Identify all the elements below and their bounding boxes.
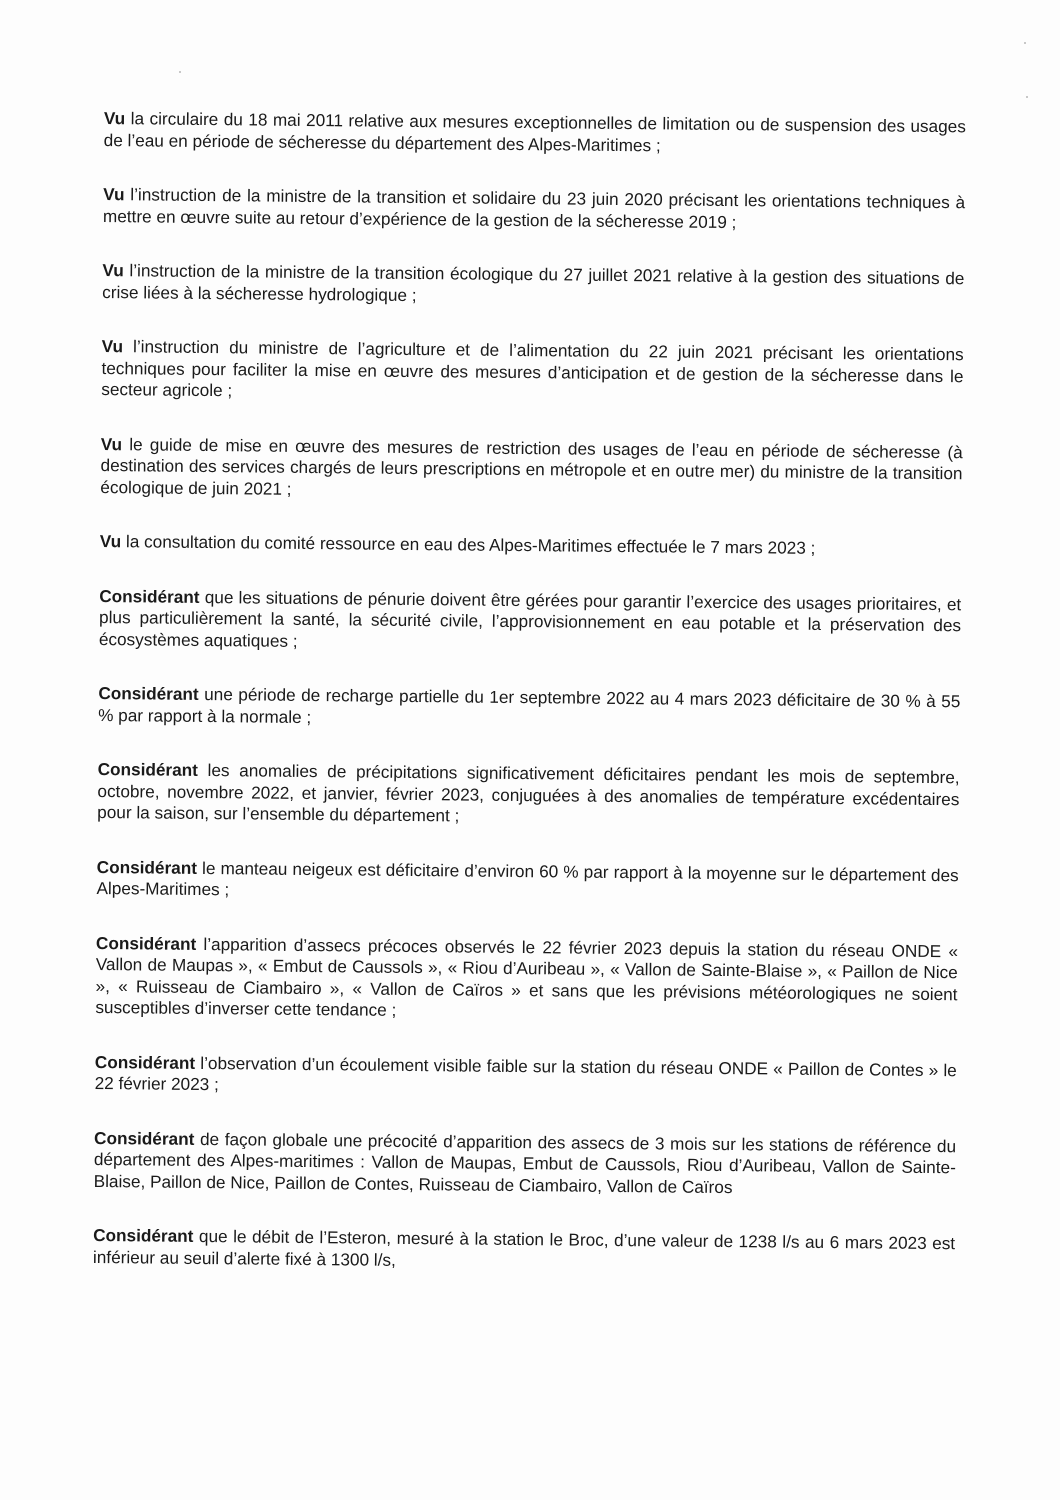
paragraph-considerant-assecs [95,932,958,1026]
paragraph-text: le guide de mise en œuvre des mesures de restriction des usages de l’eau en période de sécheresse (à destination des services chargés de leurs prescriptions en métropole et en outre mer) du ministre de la transition écologique de juin 2021 ; [100,433,963,499]
paragraph-lead: Vu [100,433,123,454]
paragraph-considerant-precipitations [97,759,960,832]
scan-speck [1026,96,1028,98]
paragraph-vu-instruction-juillet-2021 [102,260,964,311]
paragraph-considerant-recharge [98,683,960,734]
paragraph-considerant-penurie [99,585,962,658]
paragraph-text: une période de recharge partielle du 1er septembre 2022 au 4 mars 2023 déficitaire de 30 % à 55 % par rapport à la normale ; [98,683,961,727]
paragraph-considerant-ecoulement [95,1051,957,1102]
paragraph-text: de façon globale une précocité d’apparition des assecs de 3 mois sur les stations de référence du département des Alpes-maritimes : Vallon de Maupas, Embut de Caussols, Riou d’Auribeau, Vallon de Sainte-Blaise, Paillon de Nice, Paillon de Contes, Ruisseau de Ciambairo, Vallon de Caïros [93,1128,957,1197]
paragraph-lead: Vu [103,108,126,129]
paragraph-text: les anomalies de précipitations significativement déficitaires pendant les mois de septembre, octobre, novembre 2022, et janvier, février 2023, conjuguées à des anomalies de température excédentaires pour la saison, sur l’ensemble du département ; [97,759,960,826]
paragraph-text: l’instruction de la ministre de la transition et solidaire du 23 juin 2020 précisant les orientations techniques à mettre en œuvre suite au retour d’expérience de la gestion de la sécheresse 2019 ; [102,184,966,232]
paragraph-vu-instruction-agriculture [101,336,964,409]
paragraph-text: l’instruction de la ministre de la transition écologique du 27 juillet 2021 relative à la gestion des situations de crise liées à la sécheresse hydrologique ; [102,260,965,305]
paragraph-considerant-precocite [94,1127,957,1200]
paragraph-lead: Considérant [96,856,198,878]
paragraph-vu-guide [100,433,963,506]
paragraph-lead: Considérant [98,682,199,704]
paragraph-lead: Considérant [95,932,197,954]
document-body [93,108,966,1309]
paragraph-text: l’instruction du ministre de l’agriculture et de l’alimentation du 22 juin 2021 précisant les orientations techniques pour faciliter la mise en œuvre des mesures d’anticipation et de gestion de la sécheresse dans le secteur agricole ; [101,336,964,401]
paragraph-vu-circulaire [104,108,966,159]
paragraph-lead: Vu [101,335,124,357]
paragraph-considerant-debit-esteron [93,1225,955,1276]
paragraph-lead: Considérant [93,1224,194,1246]
paragraph-lead: Vu [103,183,125,205]
paragraph-text: l’apparition d’assecs précoces observés le 22 février 2023 depuis la station du réseau ONDE « Vallon de Maupas », « Embut de Caussols », « Riou d’Auribeau », « Vallon de Sainte-Blaise », « Paillon de Nice », « Ruisseau de Ciambairo », « Vallon de Caïros » et sans que les prévisions météorologiques ne soient susceptibles d’inverser cette tendance ; [95,933,959,1020]
scan-speck [1024,42,1026,44]
paragraph-lead: Vu [99,530,122,552]
paragraph-lead: Considérant [94,1127,195,1149]
paragraph-vu-instruction-2020 [103,184,965,235]
paragraph-text: la consultation du comité ressource en eau des Alpes-Maritimes effectuée le 7 mars 2023 ; [121,531,816,558]
paragraph-lead: Considérant [94,1051,196,1073]
paragraph-considerant-neige [96,856,958,907]
paragraph-lead: Considérant [97,758,199,780]
paragraph-text: l’observation d’un écoulement visible faible sur la station du réseau ONDE « Paillon de Contes » le 22 février 2023 ; [94,1052,957,1095]
paragraph-text: la circulaire du 18 mai 2011 relative aux mesures exceptionnelles de limitation ou de suspension des usages de l’eau en période de sécheresse du département des Alpes-Maritimes ; [103,108,966,155]
paragraph-lead: Vu [102,259,124,281]
paragraph-text: que les situations de pénurie doivent être gérées pour garantir l’exercice des usages prioritaires, et plus particulièrement la santé, la sécurité civile, l’approvisionnement en eau potable et la préservation des écosystèmes aquatiques ; [98,586,962,651]
paragraph-lead: Considérant [99,585,200,607]
paragraph-text: le manteau neigeux est déficitaire d’environ 60 % par rapport à la moyenne sur le département des Alpes-Maritimes ; [96,857,959,900]
scan-speck [179,71,181,73]
paragraph-vu-consultation [100,531,962,561]
paragraph-text: que le débit de l’Esteron, mesuré à la station le Broc, d’une valeur de 1238 l/s au 6 mars 2023 est inférieur au seuil d’alerte fixé à 1300 l/s, [92,1225,956,1270]
